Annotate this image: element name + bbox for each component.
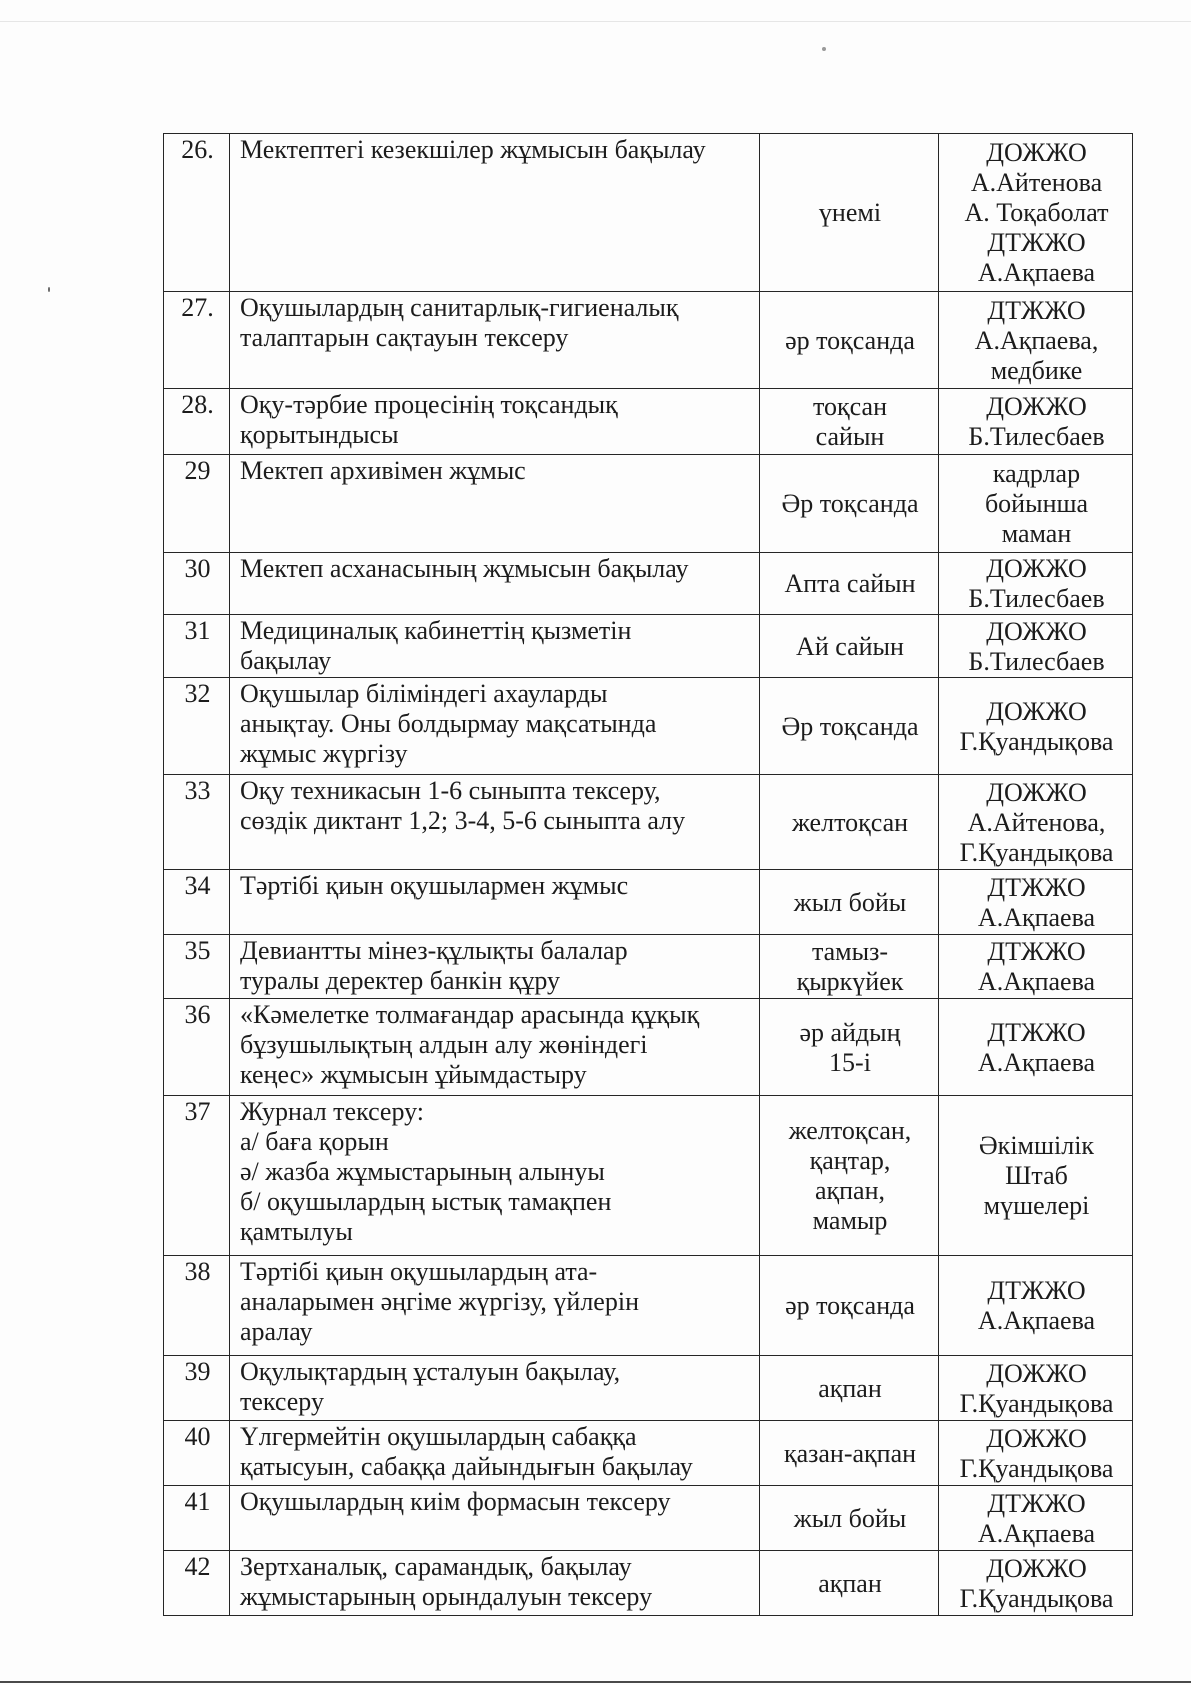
responsible-cell <box>939 134 1133 292</box>
period-line: желтоқсан, <box>788 1116 912 1145</box>
task-line: жұмыс жүргізу <box>240 739 408 768</box>
period-line: әр тоқсанда <box>785 1291 915 1320</box>
period-line: әр тоқсанда <box>785 325 915 355</box>
period-line: тамыз- <box>811 937 889 966</box>
responsible-line: ДОЖЖО <box>986 616 1087 646</box>
row-number: 35 <box>184 936 211 965</box>
period-cell <box>760 775 939 870</box>
row-number: 42 <box>184 1552 211 1581</box>
task-line: б/ оқушылардың ыстық тамақпен <box>240 1187 612 1216</box>
responsible-line: А.Ақпаева <box>977 1047 1096 1077</box>
responsible-line: Г.Қуандықова <box>959 1388 1114 1418</box>
row-number: 29 <box>184 456 211 485</box>
responsible-line: А.Ақпаева <box>977 1306 1096 1335</box>
task-cell <box>230 1421 760 1486</box>
responsible-line: ДОЖЖО <box>986 777 1087 807</box>
row-number-cell <box>164 615 230 678</box>
table-row <box>164 553 1133 615</box>
row-number-cell <box>164 389 230 455</box>
period-line: әр айдың <box>799 1017 901 1047</box>
task-cell <box>230 999 760 1096</box>
responsible-cell <box>939 1486 1133 1551</box>
row-number-cell <box>164 678 230 775</box>
row-number-cell <box>164 553 230 615</box>
row-number: 34 <box>184 871 211 900</box>
period-cell <box>760 1356 939 1421</box>
row-number: 33 <box>184 776 211 805</box>
task-line: бақылау <box>240 646 332 675</box>
row-number-cell <box>164 1256 230 1356</box>
task-line: Зертханалық, сарамандық, бақылау <box>240 1552 632 1581</box>
row-number: 41 <box>184 1487 211 1516</box>
task-cell <box>230 553 760 615</box>
responsible-line: ДОЖЖО <box>986 554 1087 583</box>
period-line: сайын <box>815 422 885 451</box>
period-cell <box>760 1551 939 1616</box>
row-number: 39 <box>184 1357 211 1386</box>
scan-bottom-edge <box>0 1681 1191 1683</box>
row-number-cell <box>164 935 230 999</box>
row-number: 26. <box>181 135 214 164</box>
row-number: 27. <box>181 293 214 322</box>
row-number: 31 <box>184 616 211 645</box>
responsible-line: Г.Қуандықова <box>959 1583 1114 1613</box>
task-line: Тәртібі қиын оқушылардың ата- <box>240 1257 598 1286</box>
task-cell <box>230 1356 760 1421</box>
table-row <box>164 1486 1133 1551</box>
task-line: аралау <box>240 1317 313 1346</box>
row-number-cell <box>164 1486 230 1551</box>
period-line: Әр тоқсанда <box>781 489 919 518</box>
period-line: желтоқсан <box>791 807 909 837</box>
table-row <box>164 292 1133 389</box>
responsible-cell <box>939 870 1133 935</box>
row-number: 28. <box>181 390 214 419</box>
task-line: қамтылуы <box>240 1217 353 1246</box>
scan-speck <box>822 47 826 51</box>
period-line: үнемі <box>818 198 882 227</box>
task-line: Оқушылар біліміндегі ахауларды <box>240 679 608 708</box>
table-row <box>164 1421 1133 1486</box>
responsible-line: А.Ақпаева <box>977 258 1096 287</box>
period-cell <box>760 134 939 292</box>
row-number-cell <box>164 999 230 1096</box>
responsible-cell <box>939 1256 1133 1356</box>
responsible-line: А.Ақпаева <box>977 902 1096 932</box>
task-line: Девиантты мінез-құлықты балалар <box>240 936 628 965</box>
task-cell <box>230 935 760 999</box>
period-cell <box>760 870 939 935</box>
task-cell <box>230 134 760 292</box>
period-cell <box>760 615 939 678</box>
activity-plan-table <box>163 133 1133 1616</box>
period-line: қаңтар, <box>809 1146 891 1175</box>
period-cell <box>760 389 939 455</box>
responsible-cell <box>939 389 1133 455</box>
task-line: қорытындысы <box>240 420 399 449</box>
responsible-line: ДТЖЖО <box>987 1276 1086 1305</box>
responsible-line: Б.Тилесбаев <box>968 422 1105 451</box>
task-cell <box>230 389 760 455</box>
task-line: «Кәмелетке толмағандар арасында құқық <box>240 1000 700 1029</box>
period-line: жыл бойы <box>793 887 907 917</box>
task-line: ә/ жазба жұмыстарының алынуы <box>240 1157 605 1186</box>
period-line: мамыр <box>812 1206 888 1235</box>
responsible-line: ДТЖЖО <box>987 228 1086 257</box>
responsible-line: ДОЖЖО <box>986 696 1087 726</box>
table-row <box>164 775 1133 870</box>
responsible-cell <box>939 1551 1133 1616</box>
task-line: Мектеп архивімен жұмыс <box>240 456 526 485</box>
period-cell <box>760 935 939 999</box>
period-line: қазан-ақпан <box>783 1438 917 1468</box>
period-line: Апта сайын <box>784 569 916 598</box>
responsible-cell <box>939 553 1133 615</box>
task-line: Оқушылардың санитарлық-гигиеналық <box>240 293 679 322</box>
task-line: бұзушылықтың алдын алу жөніндегі <box>240 1030 648 1059</box>
period-cell <box>760 678 939 775</box>
task-line: кеңес» жұмысын ұйымдастыру <box>240 1060 587 1089</box>
responsible-line: А.Ақпаева <box>977 967 1096 996</box>
row-number-cell <box>164 292 230 389</box>
row-number-cell <box>164 775 230 870</box>
responsible-line: ДОЖЖО <box>986 1553 1087 1583</box>
table-row <box>164 134 1133 292</box>
table-row <box>164 1356 1133 1421</box>
responsible-line: ДОЖЖО <box>986 1423 1087 1453</box>
responsible-cell <box>939 1421 1133 1486</box>
scan-speck <box>48 287 50 292</box>
responsible-line: А.Ақпаева, <box>974 325 1099 355</box>
responsible-line: Әкімшілік <box>978 1131 1095 1160</box>
task-line: жұмыстарының орындалуын тексеру <box>240 1582 653 1611</box>
responsible-line: ДОЖЖО <box>986 138 1087 167</box>
period-cell <box>760 553 939 615</box>
responsible-line: ДТЖЖО <box>987 1017 1086 1047</box>
period-line: ақпан, <box>814 1176 886 1205</box>
period-line: тоқсан <box>813 392 887 421</box>
row-number-cell <box>164 455 230 553</box>
row-number: 40 <box>184 1422 211 1451</box>
period-cell <box>760 999 939 1096</box>
task-cell <box>230 775 760 870</box>
row-number: 32 <box>184 679 211 708</box>
period-cell <box>760 1256 939 1356</box>
responsible-cell <box>939 1356 1133 1421</box>
table-row <box>164 455 1133 553</box>
responsible-line: Г.Қуандықова <box>959 837 1114 867</box>
row-number-cell <box>164 1356 230 1421</box>
period-line: ақпан <box>818 1568 882 1598</box>
responsible-cell <box>939 678 1133 775</box>
responsible-cell <box>939 455 1133 553</box>
task-line: Журнал тексеру: <box>240 1097 425 1126</box>
task-line: сөздік диктант 1,2; 3-4, 5-6 сыныпта алу <box>240 806 686 835</box>
responsible-line: ДТЖЖО <box>987 1488 1086 1518</box>
period-cell <box>760 455 939 553</box>
period-cell <box>760 1096 939 1256</box>
responsible-line: Б.Тилесбаев <box>968 646 1105 676</box>
task-line: Үлгермейтін оқушылардың сабаққа <box>240 1422 637 1451</box>
task-line: туралы деректер банкін құру <box>240 966 560 995</box>
period-line: 15-і <box>829 1047 871 1077</box>
responsible-cell <box>939 935 1133 999</box>
period-line: жыл бойы <box>793 1503 907 1533</box>
responsible-cell <box>939 999 1133 1096</box>
row-number-cell <box>164 1551 230 1616</box>
responsible-line: бойынша <box>984 489 1089 518</box>
period-line: Ай сайын <box>796 631 904 661</box>
table-row <box>164 615 1133 678</box>
responsible-line: А.Айтенова, <box>967 807 1106 837</box>
responsible-line: А. Тоқаболат <box>964 198 1109 227</box>
responsible-line: медбике <box>990 355 1083 385</box>
table-row <box>164 678 1133 775</box>
task-line: талаптарын сақтауын тексеру <box>240 323 569 352</box>
responsible-line: ДТЖЖО <box>987 937 1086 966</box>
task-line: Мектептегі кезекшілер жұмысын бақылау <box>240 135 706 164</box>
task-cell <box>230 1551 760 1616</box>
task-cell <box>230 678 760 775</box>
responsible-line: А.Айтенова <box>970 168 1103 197</box>
task-line: Оқу-тәрбие процесінің тоқсандық <box>240 390 618 419</box>
period-cell <box>760 1486 939 1551</box>
responsible-cell <box>939 775 1133 870</box>
task-line: Оқу техникасын 1-6 сыныпта тексеру, <box>240 776 661 805</box>
responsible-line: ДОЖЖО <box>986 1358 1087 1388</box>
task-cell <box>230 292 760 389</box>
table-row <box>164 870 1133 935</box>
table-row <box>164 935 1133 999</box>
responsible-cell <box>939 1096 1133 1256</box>
row-number: 36 <box>184 1000 211 1029</box>
responsible-line: А.Ақпаева <box>977 1518 1096 1548</box>
table-row <box>164 1256 1133 1356</box>
period-cell <box>760 292 939 389</box>
responsible-line: Штаб <box>1005 1161 1068 1190</box>
responsible-line: Г.Қуандықова <box>959 1453 1114 1483</box>
scan-top-edge <box>0 21 1191 22</box>
task-cell <box>230 615 760 678</box>
task-line: Оқулықтардың ұсталуын бақылау, <box>240 1357 621 1386</box>
row-number-cell <box>164 870 230 935</box>
responsible-line: Б.Тилесбаев <box>968 584 1105 613</box>
row-number: 30 <box>184 554 211 583</box>
responsible-line: Г.Қуандықова <box>959 726 1114 756</box>
task-cell <box>230 1486 760 1551</box>
row-number-cell <box>164 1421 230 1486</box>
task-cell <box>230 1256 760 1356</box>
period-line: Әр тоқсанда <box>781 711 919 741</box>
responsible-line: ДТЖЖО <box>987 872 1086 902</box>
task-line: а/ баға қорын <box>240 1127 389 1156</box>
task-cell <box>230 870 760 935</box>
responsible-line: ДТЖЖО <box>987 295 1086 325</box>
table-body <box>164 134 1133 1616</box>
row-number: 38 <box>184 1257 211 1286</box>
period-cell <box>760 1421 939 1486</box>
table-row <box>164 389 1133 455</box>
task-cell <box>230 1096 760 1256</box>
row-number-cell <box>164 134 230 292</box>
responsible-line: ДОЖЖО <box>986 392 1087 421</box>
task-line: Оқушылардың киім формасын тексеру <box>240 1487 671 1516</box>
task-line: Тәртібі қиын оқушылармен жұмыс <box>240 871 629 900</box>
responsible-line: мүшелері <box>983 1191 1090 1220</box>
row-number-cell <box>164 1096 230 1256</box>
task-cell <box>230 455 760 553</box>
task-line: тексеру <box>240 1387 324 1416</box>
task-line: Мектеп асханасының жұмысын бақылау <box>240 554 689 583</box>
responsible-line: маман <box>1001 519 1072 548</box>
table-row <box>164 1551 1133 1616</box>
task-line: аналарымен әңгіме жүргізу, үйлерін <box>240 1287 639 1316</box>
responsible-cell <box>939 292 1133 389</box>
task-line: анықтау. Оны болдырмау мақсатында <box>240 709 657 738</box>
period-line: қыркүйек <box>796 967 904 996</box>
row-number: 37 <box>184 1097 211 1126</box>
table-row <box>164 1096 1133 1256</box>
table-row <box>164 999 1133 1096</box>
task-line: қатысуын, сабаққа дайындығын бақылау <box>240 1452 693 1481</box>
period-line: ақпан <box>818 1373 882 1403</box>
responsible-line: кадрлар <box>992 459 1081 488</box>
task-line: Медициналық кабинеттің қызметін <box>240 616 632 645</box>
responsible-cell <box>939 615 1133 678</box>
